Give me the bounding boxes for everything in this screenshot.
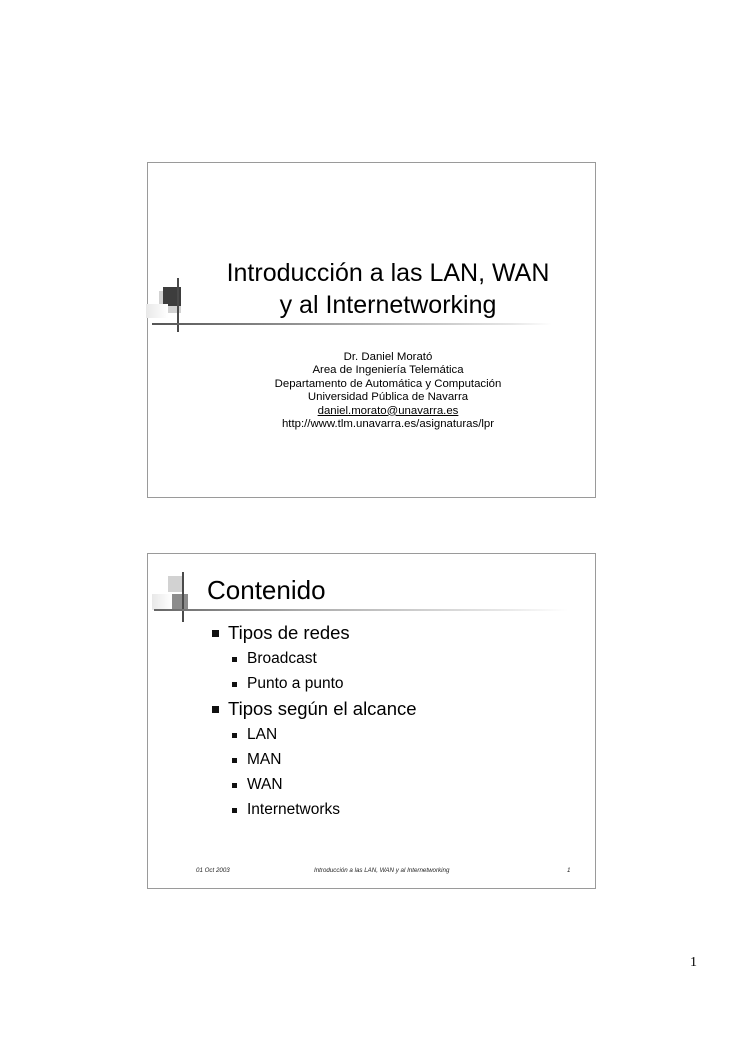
title-slide (147, 162, 596, 498)
list-item-text: Internetworks (247, 801, 341, 818)
author-info (188, 351, 588, 431)
list-item (207, 646, 417, 671)
list-item-text: WAN (247, 776, 283, 793)
footer-title: Introducción a las LAN, WAN y al Internetworking (314, 867, 450, 874)
square-bullet-icon (232, 783, 237, 788)
footer-date: 01 Oct 2003 (196, 867, 230, 874)
list-item-text: Tipos según el alcance (228, 698, 417, 719)
list-item-text: Punto a punto (247, 675, 344, 692)
list-item-text: Tipos de redes (228, 622, 350, 643)
author-email-link[interactable]: daniel.morato@unavarra.es (317, 404, 459, 417)
list-item (207, 696, 417, 722)
square-bullet-icon (212, 630, 219, 637)
square-bullet-icon (212, 706, 219, 713)
bullet-list (207, 620, 417, 822)
list-item (207, 747, 417, 772)
slide-title: Contenido (207, 575, 326, 605)
slide-title (188, 257, 588, 321)
square-bullet-icon (232, 657, 237, 662)
slide-footer (148, 867, 597, 881)
list-item-text: MAN (247, 751, 282, 768)
author-department: Departamento de Automática y Computación (274, 377, 502, 390)
square-bullet-icon (232, 758, 237, 763)
square-bullet-icon (232, 682, 237, 687)
list-item (207, 797, 417, 822)
list-item (207, 620, 417, 646)
slide-title-line1: Introducción a las LAN, WAN (226, 259, 550, 287)
list-item (207, 722, 417, 747)
author-name: Dr. Daniel Morató (343, 351, 433, 363)
page-number: 1 (690, 955, 697, 970)
list-item-text: LAN (247, 726, 278, 743)
list-item-text: Broadcast (247, 650, 317, 667)
footer-slide-number: 1 (567, 867, 571, 874)
contents-slide (147, 553, 596, 889)
author-area: Area de Ingeniería Telemática (312, 364, 464, 377)
list-item (207, 671, 417, 696)
slide-title-line2: y al Internetworking (279, 291, 497, 319)
author-university: Universidad Pública de Navarra (307, 391, 469, 404)
square-bullet-icon (232, 808, 237, 813)
course-url: http://www.tlm.unavarra.es/asignaturas/lpr (281, 418, 495, 431)
square-bullet-icon (232, 733, 237, 738)
list-item (207, 772, 417, 797)
